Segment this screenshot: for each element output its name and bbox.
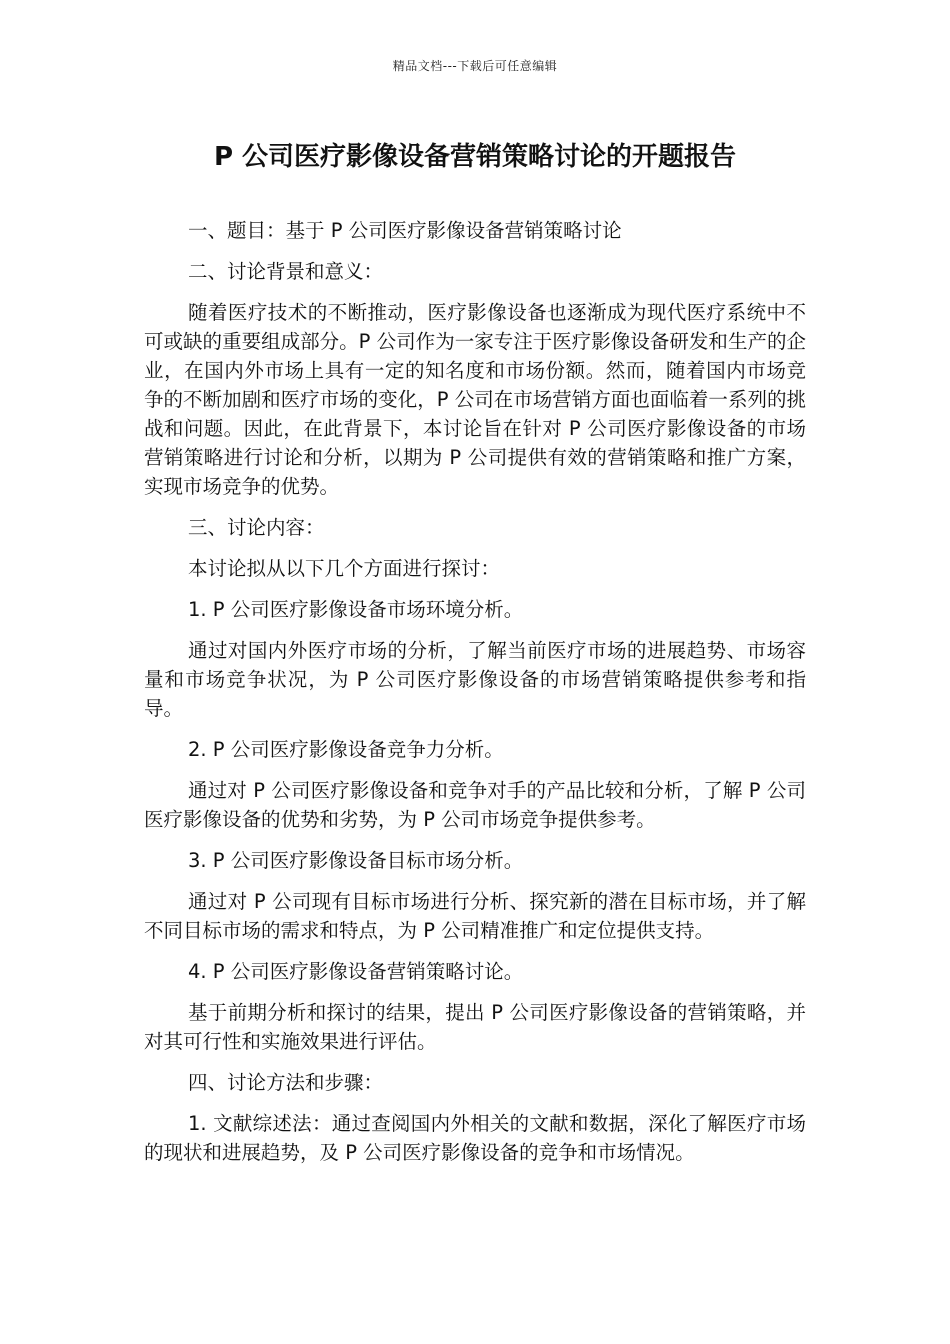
list-item-body-4: 基于前期分析和探讨的结果，提出 P 公司医疗影像设备的营销策略，并对其可行性和实施效果进行评估。 bbox=[144, 1001, 806, 1053]
section-heading-topic: 一、题目：基于 P 公司医疗影像设备营销策略讨论 bbox=[188, 219, 622, 242]
section-heading-methods: 四、讨论方法和步骤： bbox=[188, 1071, 384, 1094]
body-paragraph-intro: 本讨论拟从以下几个方面进行探讨： bbox=[188, 557, 501, 580]
list-item-body-2: 通过对 P 公司医疗影像设备和竞争对手的产品比较和分析，了解 P 公司医疗影像设备的优势和劣势，为 P 公司市场竞争提供参考。 bbox=[144, 779, 806, 831]
section-heading-background: 二、讨论背景和意义： bbox=[188, 260, 384, 283]
list-item-body-1: 通过对国内外医疗市场的分析，了解当前医疗市场的进展趋势、市场容量和市场竞争状况，为 P 公司医疗影像设备的市场营销策略提供参考和指导。 bbox=[144, 639, 806, 720]
list-item-heading-2: 2. P 公司医疗影像设备竞争力分析。 bbox=[188, 738, 504, 761]
document-body bbox=[144, 216, 806, 1179]
document-title: P 公司医疗影像设备营销策略讨论的开题报告 bbox=[213, 142, 737, 172]
header-note: 精品文档---下载后可任意编辑 bbox=[392, 59, 558, 73]
body-paragraph-background: 随着医疗技术的不断推动，医疗影像设备也逐渐成为现代医疗系统中不可或缺的重要组成部分。P 公司作为一家专注于医疗影像设备研发和生产的企业，在国内外市场上具有一定的知名度和市场份额。然而，随着国内市场竞争的不断加剧和医疗市场的变化，P 公司在市场营销方面也面临着一系列的挑战和问题。因此，在此背景下，本讨论旨在针对 P 公司医疗影像设备的市场营销策略进行讨论和分析，以期为 P 公司提供有效的营销策略和推广方案，实现市场竞争的优势。 bbox=[144, 301, 806, 498]
method-item-1: 1. 文献综述法：通过查阅国内外相关的文献和数据，深化了解医疗市场的现状和进展趋势，及 P 公司医疗影像设备的竞争和市场情况。 bbox=[144, 1112, 806, 1164]
list-item-heading-1: 1. P 公司医疗影像设备市场环境分析。 bbox=[188, 598, 524, 621]
list-item-heading-3: 3. P 公司医疗影像设备目标市场分析。 bbox=[188, 849, 524, 872]
list-item-body-3: 通过对 P 公司现有目标市场进行分析、探究新的潜在目标市场，并了解不同目标市场的需求和特点，为 P 公司精准推广和定位提供支持。 bbox=[144, 890, 806, 942]
section-heading-content: 三、讨论内容： bbox=[188, 516, 325, 539]
list-item-heading-4: 4. P 公司医疗影像设备营销策略讨论。 bbox=[188, 960, 524, 983]
